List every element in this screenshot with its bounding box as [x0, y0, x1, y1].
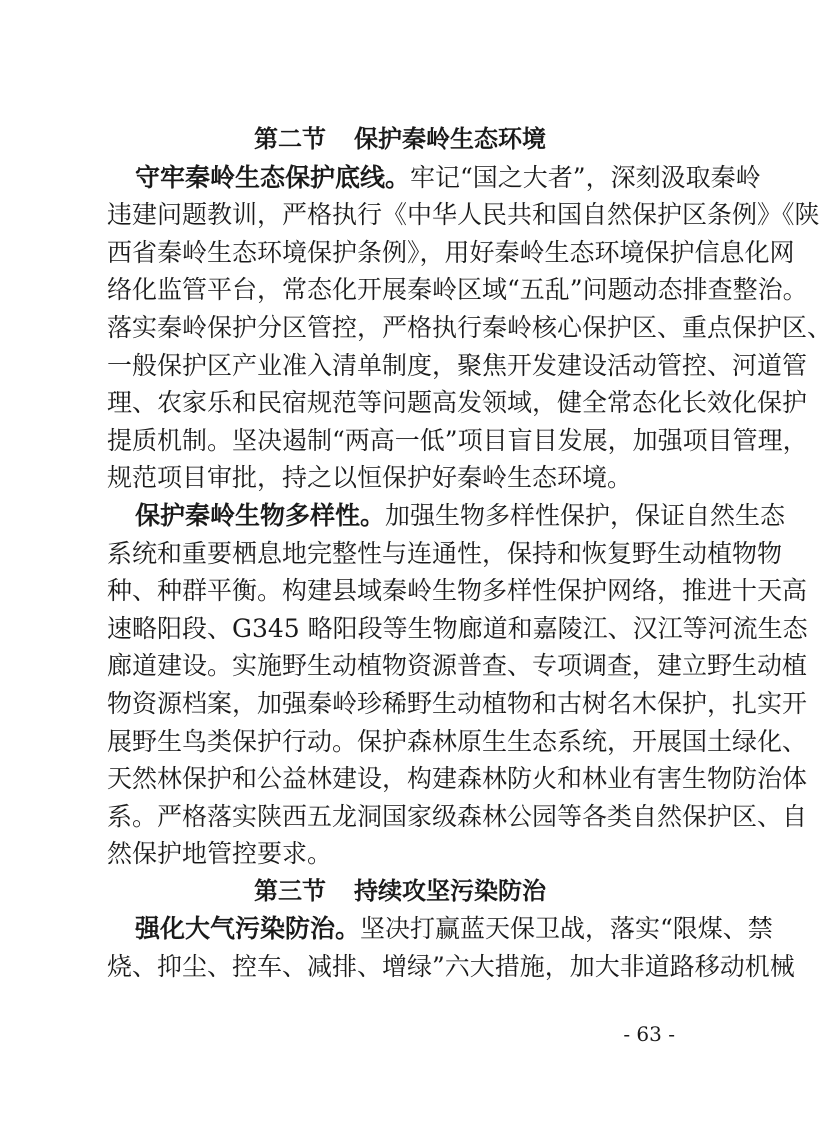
section-heading [107, 121, 693, 159]
paragraph-line: 理、农家乐和民宿规范等问题高发领域，健全常态化长效化保护 [107, 388, 808, 418]
section-title: 保护秦岭生态环境 [354, 125, 546, 153]
paragraph-line: 络化监管平台，常态化开展秦岭区域“五乱”问题动态排查整治。 [107, 275, 808, 305]
paragraph-line [107, 910, 773, 948]
paragraph-line: 展野生鸟类保护行动。保护森林原生生态系统，开展国土绿化、 [107, 726, 808, 756]
paragraph-line: 速略阳段、G345 略阳段等生物廊道和嘉陵江、汉江等河流生态 [107, 613, 808, 643]
paragraph-line: 违建问题教训，严格执行《中华人民共和国自然保护区条例》《陕 [107, 200, 820, 230]
page-body [107, 121, 832, 986]
paragraph-lead: 保护秦岭生物多样性。 [135, 500, 386, 530]
paragraph-line [107, 497, 786, 535]
section-title: 持续攻坚污染防治 [354, 876, 546, 905]
paragraph [107, 497, 808, 873]
paragraph-line: 提质机制。坚决遏制“两高一低”项目盲目发展，加强项目管理， [107, 425, 808, 455]
paragraph-line: 天然林保护和公益林建设，构建森林防火和林业有害生物防治体 [107, 764, 808, 794]
paragraph [107, 910, 795, 985]
paragraph-lead: 强化大气污染防治。 [135, 914, 361, 944]
paragraph-line: 规范项目审批，持之以恒保护好秦岭生态环境。 [107, 463, 633, 493]
paragraph-line: 然保护地管控要求。 [107, 839, 333, 869]
paragraph-line: 西省秦岭生态环境保护条例》，用好秦岭生态环境保护信息化网 [107, 237, 795, 267]
paragraph-line: 系。严格落实陕西五龙洞国家级森林公园等各类自然保护区、自 [107, 801, 808, 831]
paragraph-line [107, 159, 761, 197]
paragraph-line: 种、种群平衡。构建县域秦岭生物多样性保护网络，推进十天高 [107, 576, 808, 606]
line-text: 牢记“国之大者”，深刻汲取秦岭 [410, 162, 761, 192]
paragraph-line: 一般保护区产业准入清单制度，聚焦开发建设活动管控、河道管 [107, 350, 808, 380]
paragraph-line: 系统和重要栖息地完整性与连通性，保持和恢复野生动植物物 [107, 538, 783, 568]
paragraph [107, 159, 832, 497]
paragraph-line: 落实秦岭保护分区管控，严格执行秦岭核心保护区、重点保护区、 [107, 312, 832, 342]
line-text: 加强生物多样性保护，保证自然生态 [385, 500, 786, 530]
paragraph-lead: 守牢秦岭生态保护底线。 [135, 162, 411, 192]
paragraph-line: 物资源档案，加强秦岭珍稀野生动植物和古树名木保护，扎实开 [107, 688, 808, 718]
paragraph-line: 廊道建设。实施野生动植物资源普查、专项调查，建立野生动植 [107, 651, 808, 681]
line-text: 坚决打赢蓝天保卫战，落实“限煤、禁 [360, 914, 773, 944]
section-number: 第二节 [254, 125, 326, 153]
section-heading [107, 873, 693, 911]
paragraph-line: 烧、抑尘、控车、减排、增绿”六大措施，加大非道路移动机械 [107, 952, 795, 982]
section-number: 第三节 [254, 876, 326, 905]
page-number: - 63 - [623, 1022, 675, 1046]
